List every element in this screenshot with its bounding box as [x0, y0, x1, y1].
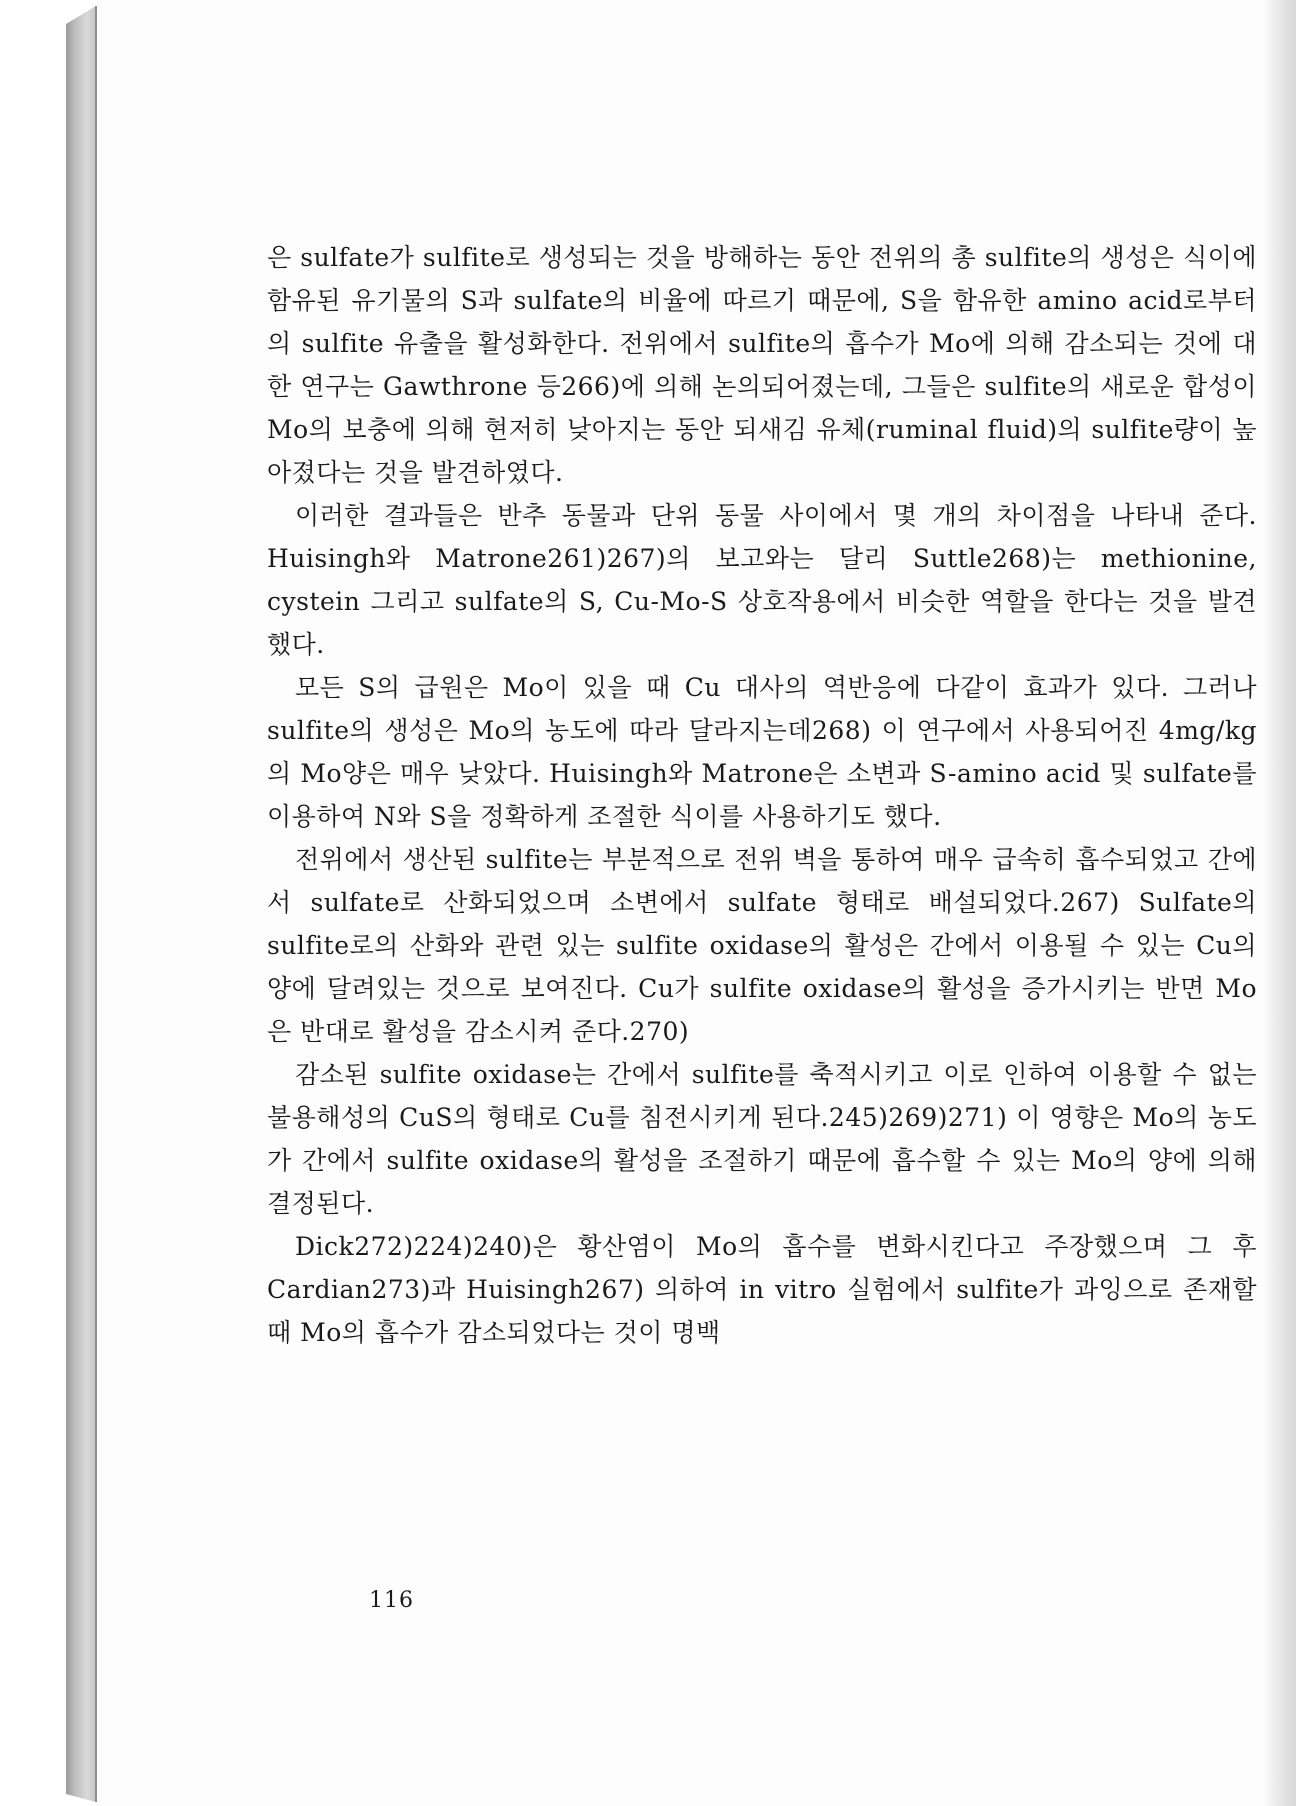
book-page	[97, 0, 1262, 1806]
paragraph-2: 이러한 결과들은 반추 동물과 단위 동물 사이에서 몇 개의 차이점을 나타내 준다. Huisingh와 Matrone261)267)의 보고와는 달리 Suttle268)는 methionine, cystein 그리고 sulfate의 S, Cu-Mo-S 상호작용에서 비슷한 역할을 한다는 것을 발견했다.	[267, 501, 1257, 659]
page-number: 116	[369, 1588, 414, 1613]
right-page-shadow	[1262, 0, 1296, 1806]
paragraph-4: 전위에서 생산된 sulfite는 부분적으로 전위 벽을 통하여 매우 급속히 흡수되었고 간에서 sulfate로 산화되었으며 소변에서 sulfate 형태로 배설되었다.267) Sulfate의 sulfite로의 산화와 관련 있는 sulfite oxidase의 활성은 간에서 이용될 수 있는 Cu의 양에 달려있는 것으로 보여진다. Cu가 sulfite oxidase의 활성을 증가시키는 반면 Mo은 반대로 활성을 감소시켜 준다.270)	[267, 845, 1257, 1046]
paragraph-5: 감소된 sulfite oxidase는 간에서 sulfite를 축적시키고 이로 인하여 이용할 수 없는 불용해성의 CuS의 형태로 Cu를 침전시키게 된다.245)269)271) 이 영향은 Mo의 농도가 간에서 sulfite oxidase의 활성을 조절하기 때문에 흡수할 수 있는 Mo의 양에 의해 결정된다.	[267, 1060, 1257, 1218]
paragraph-3: 모든 S의 급원은 Mo이 있을 때 Cu 대사의 역반응에 다같이 효과가 있다. 그러나 sulfite의 생성은 Mo의 농도에 따라 달라지는데268) 이 연구에서 사용되어진 4mg/kg의 Mo양은 매우 낮았다. Huisingh와 Matrone은 소변과 S-amino acid 및 sulfate를 이용하여 N와 S을 정확하게 조절한 식이를 사용하기도 했다.	[267, 673, 1257, 831]
page-text-body	[267, 236, 1257, 1354]
paragraph-1: 은 sulfate가 sulfite로 생성되는 것을 방해하는 동안 전위의 총 sulfite의 생성은 식이에 함유된 유기물의 S과 sulfate의 비율에 따르기 때문에, S을 함유한 amino acid로부터의 sulfite 유출을 활성화한다. 전위에서 sulfite의 흡수가 Mo에 의해 감소되는 것에 대한 연구는 Gawthrone 등266)에 의해 논의되어졌는데, 그들은 sulfite의 새로운 합성이 Mo의 보충에 의해 현저히 낮아지는 동안 되새김 유체(ruminal fluid)의 sulfite량이 높아졌다는 것을 발견하였다.	[267, 243, 1257, 487]
paragraph-6: Dick272)224)240)은 황산염이 Mo의 흡수를 변화시킨다고 주장했으며 그 후 Cardian273)과 Huisingh267) 의하여 in vitro 실험에서 sulfite가 과잉으로 존재할 때 Mo의 흡수가 감소되었다는 것이 명백	[267, 1232, 1257, 1347]
book-spine-edge	[66, 6, 96, 1802]
